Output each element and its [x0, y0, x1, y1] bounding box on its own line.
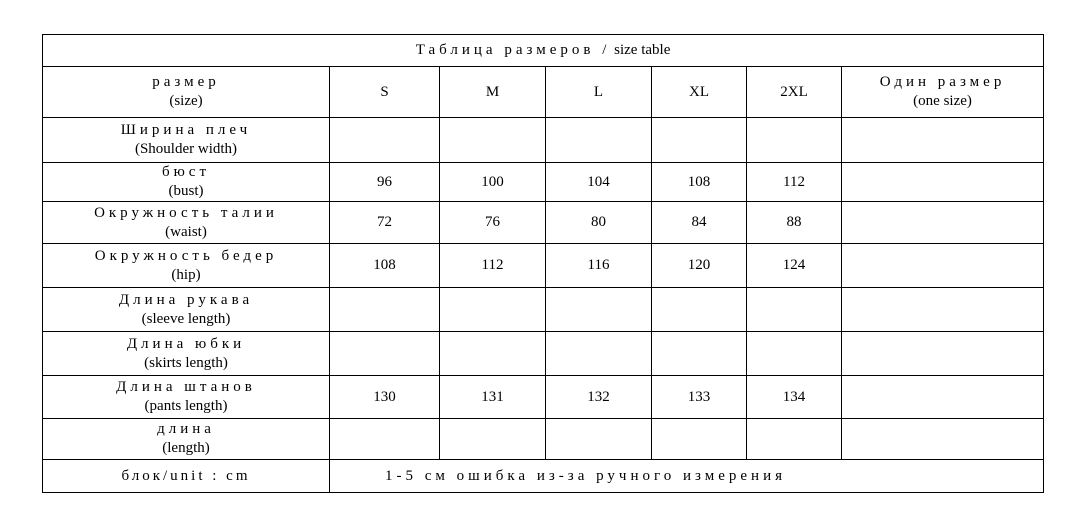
row-label-ru: бюст — [161, 164, 211, 180]
value-cell: 124 — [747, 244, 842, 288]
value-cell: 80 — [546, 202, 652, 244]
size-col-m: M — [440, 67, 546, 118]
value-cell: 76 — [440, 202, 546, 244]
row-label-ru: длина — [157, 421, 215, 437]
measurement-note: 1-5 см ошибка из-за ручного измерения — [330, 460, 1044, 493]
row-label — [43, 202, 330, 244]
value-cell — [546, 118, 652, 163]
row-label — [43, 163, 330, 202]
footer-row — [43, 460, 1044, 493]
size-col-l: L — [546, 67, 652, 118]
row-label-en: (skirts length) — [144, 354, 228, 371]
table-row — [43, 202, 1044, 244]
value-cell — [842, 332, 1044, 376]
value-cell — [652, 288, 747, 332]
row-label-en: (hip) — [171, 266, 201, 283]
table-row — [43, 118, 1044, 163]
value-cell: 108 — [330, 244, 440, 288]
value-cell — [747, 118, 842, 163]
row-label-en: (sleeve length) — [141, 310, 231, 327]
table-row — [43, 163, 1044, 202]
unit-label: блок/unit : cm — [43, 460, 330, 493]
value-cell: 132 — [546, 376, 652, 419]
row-label — [43, 419, 330, 460]
value-cell — [842, 376, 1044, 419]
row-label-ru: Длина рукава — [118, 291, 254, 308]
row-label — [43, 332, 330, 376]
row-label-en: (pants length) — [144, 398, 228, 414]
value-cell — [747, 332, 842, 376]
row-label-ru: Длина юбки — [126, 335, 246, 352]
size-table — [42, 34, 1044, 493]
row-label — [43, 376, 330, 419]
value-cell: 112 — [747, 163, 842, 202]
size-header-en: (size) — [169, 93, 203, 109]
value-cell — [842, 419, 1044, 460]
one-size-header-en: (one size) — [913, 93, 972, 109]
table-row — [43, 419, 1044, 460]
table-row — [43, 244, 1044, 288]
value-cell: 120 — [652, 244, 747, 288]
row-label-ru: Окружность бедер — [94, 247, 278, 264]
table-row — [43, 288, 1044, 332]
header-row — [43, 67, 1044, 118]
value-cell — [842, 202, 1044, 244]
value-cell — [546, 332, 652, 376]
value-cell: 108 — [652, 163, 747, 202]
value-cell: 112 — [440, 244, 546, 288]
row-label — [43, 244, 330, 288]
value-cell: 134 — [747, 376, 842, 419]
value-cell: 130 — [330, 376, 440, 419]
value-cell: 116 — [546, 244, 652, 288]
value-cell — [842, 288, 1044, 332]
one-size-header-cell — [842, 67, 1044, 118]
title-row — [43, 35, 1044, 67]
value-cell: 104 — [546, 163, 652, 202]
value-cell: 84 — [652, 202, 747, 244]
value-cell — [652, 332, 747, 376]
value-cell — [842, 163, 1044, 202]
table-row — [43, 376, 1044, 419]
row-label-ru: Окружность талии — [94, 204, 278, 221]
table-title — [43, 35, 1044, 67]
value-cell — [747, 288, 842, 332]
value-cell — [440, 288, 546, 332]
table-row — [43, 332, 1044, 376]
value-cell — [330, 118, 440, 163]
one-size-header-ru: Один размер — [879, 74, 1006, 90]
value-cell: 133 — [652, 376, 747, 419]
row-label-en: (bust) — [168, 183, 204, 199]
row-label-en: (Shoulder width) — [134, 141, 238, 157]
value-cell — [440, 118, 546, 163]
size-header-ru: размер — [152, 74, 220, 90]
size-col-2xl: 2XL — [747, 67, 842, 118]
row-label-ru: Длина штанов — [116, 379, 256, 395]
value-cell: 100 — [440, 163, 546, 202]
value-cell — [330, 419, 440, 460]
value-cell — [842, 118, 1044, 163]
value-cell — [747, 419, 842, 460]
value-cell — [546, 419, 652, 460]
size-header-cell — [43, 67, 330, 118]
value-cell — [842, 244, 1044, 288]
value-cell — [440, 332, 546, 376]
value-cell: 131 — [440, 376, 546, 419]
row-label-en: (length) — [162, 440, 210, 456]
row-label-en: (waist) — [165, 223, 207, 240]
size-col-xl: XL — [652, 67, 747, 118]
size-col-s: S — [330, 67, 440, 118]
value-cell — [546, 288, 652, 332]
row-label — [43, 118, 330, 163]
value-cell: 96 — [330, 163, 440, 202]
table-title-en: size table — [614, 42, 671, 58]
value-cell — [440, 419, 546, 460]
value-cell — [652, 118, 747, 163]
value-cell: 72 — [330, 202, 440, 244]
row-label — [43, 288, 330, 332]
value-cell — [652, 419, 747, 460]
value-cell: 88 — [747, 202, 842, 244]
table-title-ru: Таблица размеров / — [415, 42, 611, 58]
value-cell — [330, 288, 440, 332]
value-cell — [330, 332, 440, 376]
row-label-ru: Ширина плеч — [120, 122, 252, 138]
